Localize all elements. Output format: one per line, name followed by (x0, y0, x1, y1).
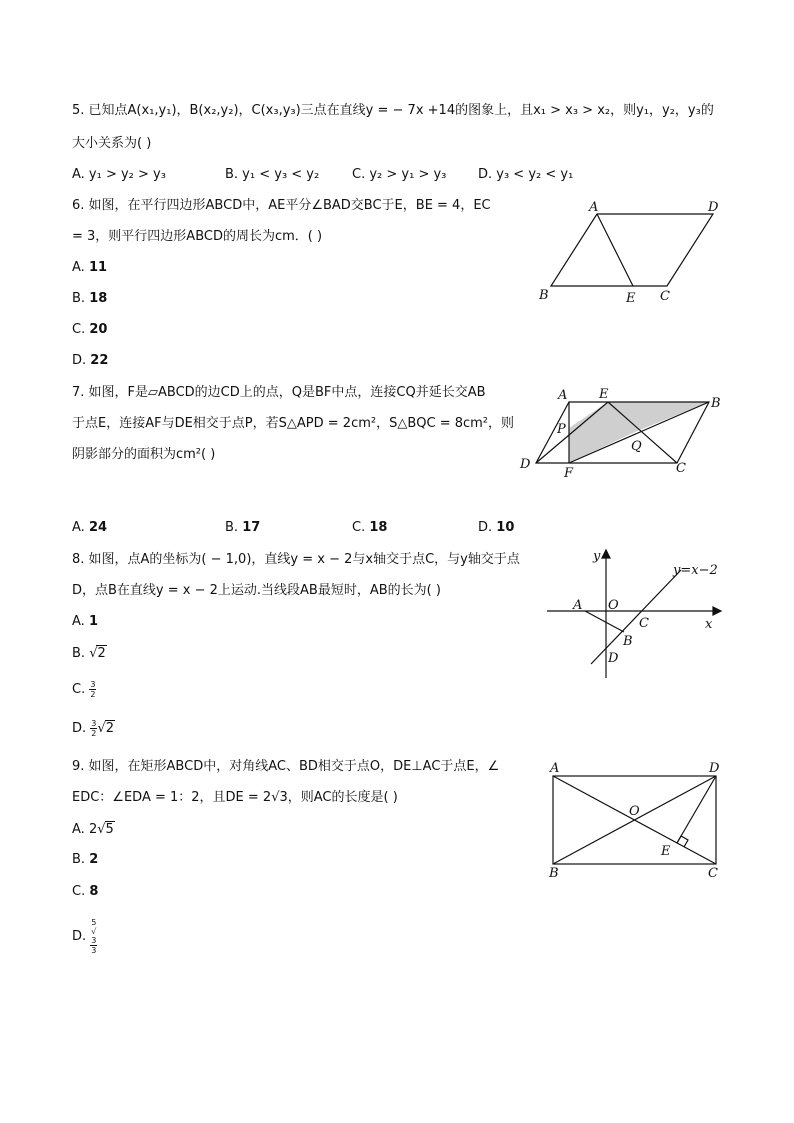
q8-label-a: A (573, 598, 583, 613)
q8-label-o: O (608, 598, 619, 613)
q7-label-f: F (564, 466, 574, 481)
q9-option-a-letter: A. (72, 822, 85, 837)
q6-label-c: C (660, 289, 670, 304)
q9-option-d-fraction (90, 918, 97, 955)
q8-option-a[interactable] (72, 614, 98, 630)
q8-option-c-numerator: 3 (90, 680, 96, 689)
q9-rectangle-figure (545, 760, 730, 885)
q6-option-a-value: 11 (88, 260, 108, 275)
q8-label-line-equation: y=x−2 (673, 563, 718, 578)
q8-option-d-fraction (90, 719, 97, 738)
q6-option-c-letter: C. (72, 322, 86, 337)
q8-stem-line1: 8. 如图，点A的坐标为( − 1,0)，直线y = x − 2与x轴交于点C，与y轴交于点 (72, 552, 520, 567)
q5-option-b[interactable]: B. y₁ < y₃ < y₂ (225, 167, 320, 182)
q7-label-a: A (558, 388, 568, 403)
q8-label-c: C (639, 616, 649, 631)
q6-option-d-letter: D. (72, 353, 87, 368)
q8-option-d[interactable]: D. $\frac{3}{2}$ √2 (72, 719, 114, 738)
q7-option-b-value: 17 (242, 520, 261, 535)
q7-option-c-letter: C. (352, 520, 366, 535)
q7-label-p: P (557, 422, 566, 437)
q9-option-a-coefficient: 2 (88, 822, 98, 837)
q6-segment-ae (597, 214, 633, 286)
q8-option-b-radicand: 2 (97, 646, 106, 661)
q6-option-b-letter: B. (72, 291, 86, 306)
q9-label-o: O (629, 804, 640, 819)
q8-option-c-fraction (89, 680, 96, 699)
q9-option-d-numerator-coefficient: 5 (91, 918, 97, 927)
q8-label-d: D (608, 651, 619, 666)
q6-label-b: B (539, 288, 549, 303)
q9-label-a: A (550, 761, 560, 776)
q7-stem-line1: 7. 如图，F是▱ABCD的边CD上的点，Q是BF中点，连接CQ并延长交AB (72, 385, 486, 400)
q5-stem-line1: 5. 已知点A(x₁,y₁)，B(x₂,y₂)，C(x₃,y₃)三点在直线y = − 7x +14的图象上，且x₁ > x₃ > x₂，则y₁，y₂，y₃的 (72, 103, 714, 118)
q7-option-d-letter: D. (478, 520, 493, 535)
q9-label-d: D (709, 761, 720, 776)
q9-option-d-numerator-radicand: 3 (91, 936, 97, 945)
q6-stem-line1: 6. 如图，在平行四边形ABCD中，AE平分∠BAD交BC于E，BE = 4，EC (72, 198, 491, 213)
q8-label-x: x (705, 617, 713, 632)
q8-label-b: B (623, 634, 633, 649)
q9-option-a-radicand: 5 (105, 822, 114, 837)
q9-option-b-letter: B. (72, 852, 86, 867)
q7-stem-line2: 于点E，连接AF与DE相交于点P，若S△APD = 2cm²，S△BQC = 8cm²，则 (72, 416, 515, 431)
q5-option-a[interactable]: A. y₁ > y₂ > y₃ (72, 167, 166, 182)
q5-option-c[interactable]: C. y₂ > y₁ > y₃ (352, 167, 447, 182)
q8-label-y: y (593, 549, 601, 564)
q9-option-b-value: 2 (89, 852, 99, 867)
q8-option-a-value: 1 (88, 614, 98, 629)
q8-option-d-radicand: 2 (105, 721, 114, 736)
q8-option-c-letter: C. (72, 682, 86, 697)
q8-option-d-denominator: 2 (91, 729, 97, 738)
q8-segment-ab (585, 611, 624, 632)
q8-option-a-letter: A. (72, 614, 85, 629)
q9-label-b: B (549, 866, 559, 881)
q6-option-c-value: 20 (89, 322, 108, 337)
q7-option-a-letter: A. (72, 520, 85, 535)
q8-option-d-letter: D. (72, 721, 87, 736)
q8-option-b-letter: B. (72, 646, 86, 661)
q7-label-d: D (520, 457, 531, 472)
q8-option-c-denominator: 2 (90, 690, 96, 699)
q5-stem-line2: 大小关系为( ) (72, 136, 152, 151)
q8-y-axis-arrow (602, 550, 610, 558)
q6-parallelogram-figure (535, 198, 725, 308)
q7-parallelogram-figure (515, 384, 730, 479)
q9-option-b[interactable] (72, 852, 98, 868)
q9-option-c-letter: C. (72, 884, 86, 899)
q6-label-a: A (589, 200, 599, 215)
q6-label-d: D (708, 200, 719, 215)
q7-option-d-value: 10 (496, 520, 515, 535)
q7-option-c-value: 18 (369, 520, 388, 535)
q6-option-d-value: 22 (90, 353, 109, 368)
q6-option-b-value: 18 (89, 291, 108, 306)
q6-parallelogram (551, 214, 713, 286)
q8-stem-line2: D，点B在直线y = x − 2上运动.当线段AB最短时，AB的长为( ) (72, 583, 441, 598)
q7-option-d[interactable] (478, 520, 514, 536)
q6-stem-line2: = 3，则平行四边形ABCD的周长为cm．( ) (72, 229, 323, 244)
q6-label-e: E (626, 291, 636, 306)
q7-option-b[interactable] (225, 520, 260, 536)
q7-stem-line3: 阴影部分的面积为cm²( ) (72, 447, 216, 462)
q7-label-b: B (711, 396, 721, 411)
q7-label-c: C (676, 461, 686, 476)
q9-label-c: C (708, 866, 718, 881)
q7-option-c[interactable] (352, 520, 387, 536)
q9-option-c[interactable] (72, 884, 98, 900)
q8-coordinate-figure (545, 548, 730, 683)
q8-x-axis-arrow (713, 607, 721, 615)
q9-option-c-value: 8 (89, 884, 99, 899)
q9-option-d[interactable] (72, 918, 97, 955)
q7-label-q: Q (631, 439, 642, 454)
q9-option-a[interactable]: A. 2√5 (72, 822, 114, 837)
q6-option-a-letter: A. (72, 260, 85, 275)
q6-option-d[interactable] (72, 353, 108, 369)
q7-label-e: E (599, 387, 609, 402)
q9-option-d-numerator: 5 √ 3 (91, 918, 97, 945)
q6-option-a[interactable] (72, 260, 107, 276)
q9-option-d-letter: D. (72, 929, 87, 944)
q9-label-e: E (661, 844, 671, 859)
q9-stem-line1: 9. 如图，在矩形ABCD中，对角线AC、BD相交于点O，DE⊥AC于点E，∠ (72, 759, 500, 774)
q8-option-b[interactable]: B. √2 (72, 646, 106, 661)
q8-line-y-x-minus-2 (591, 570, 681, 664)
q9-stem-line2: EDC：∠EDA = 1：2，且DE = 2√3，则AC的长度是( ) (72, 790, 398, 805)
q8-option-d-numerator: 3 (91, 719, 97, 728)
q7-option-b-letter: B. (225, 520, 239, 535)
q9-option-d-denominator: 3 (91, 946, 97, 955)
q6-option-c[interactable] (72, 322, 107, 338)
q8-option-c[interactable] (72, 680, 96, 699)
q7-option-a[interactable] (72, 520, 107, 536)
q7-option-a-value: 24 (88, 520, 108, 535)
q5-option-d[interactable]: D. y₃ < y₂ < y₁ (478, 167, 574, 182)
q6-option-b[interactable] (72, 291, 107, 307)
